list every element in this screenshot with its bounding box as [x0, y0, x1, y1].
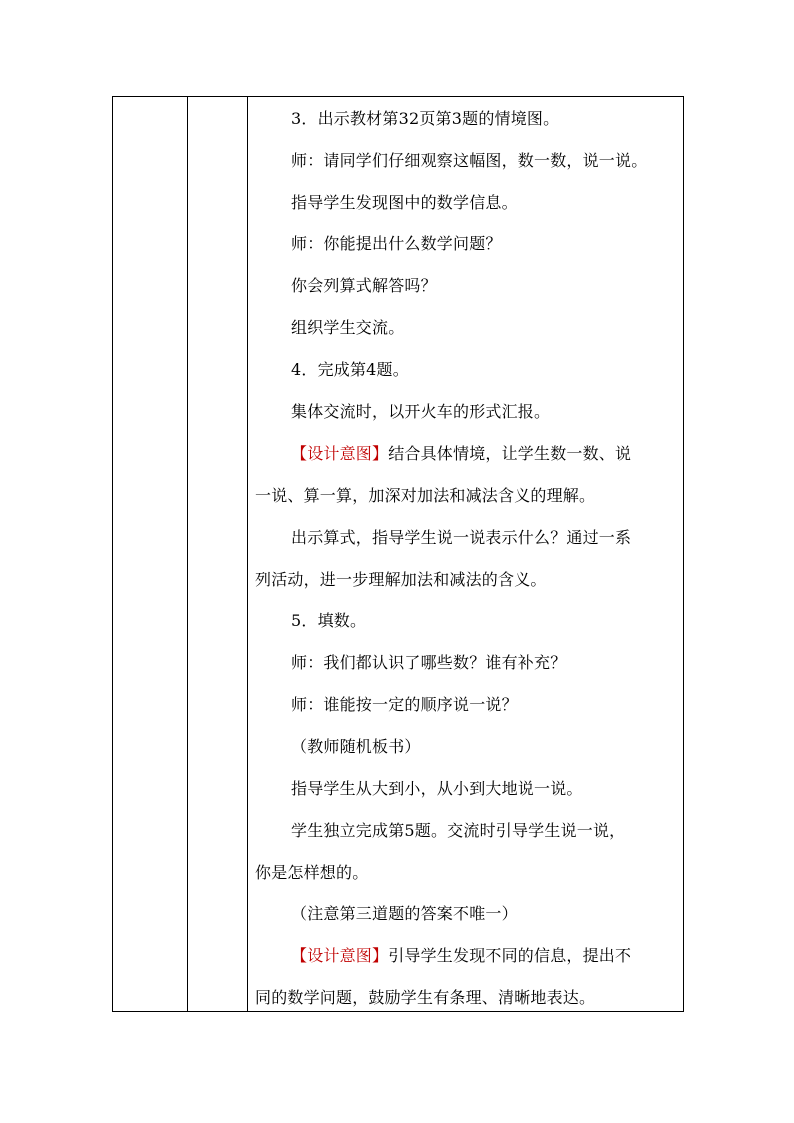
column-divider-2 [247, 97, 248, 1011]
design-intent-text: 引导学生发现不同的信息，提出不 [388, 946, 632, 965]
text-line: 你会列算式解答吗？ [291, 276, 437, 295]
design-intent-label: 【设计意图】 [291, 444, 389, 463]
text-line: 组织学生交流。 [291, 318, 405, 337]
text-line: 师：你能提出什么数学问题？ [291, 234, 502, 253]
design-intent-label: 【设计意图】 [291, 946, 389, 965]
text-line: 4．完成第4题。 [291, 360, 409, 379]
text-line: 出示算式，指导学生说一说表示什么？通过一系 [291, 528, 632, 547]
text-line: 师：我们都认识了哪些数？谁有补充？ [291, 653, 567, 672]
text-line: 指导学生发现图中的数学信息。 [291, 193, 518, 212]
text-line: 3．出示教材第32页第3题的情境图。 [291, 109, 560, 128]
text-line: 指导学生从大到小，从小到大地说一说。 [291, 779, 583, 798]
text-line: 学生独立完成第5题。交流时引导学生说一说， [291, 821, 626, 840]
text-line: （教师随机板书） [291, 737, 421, 756]
lesson-table [112, 96, 684, 1012]
text-line: （注意第三道题的答案不唯一） [291, 904, 518, 923]
design-intent-line [291, 443, 631, 465]
text-line: 你是怎样想的。 [255, 863, 369, 882]
text-line: 一说、算一算，加深对加法和减法含义的理解。 [255, 486, 596, 505]
column-divider-1 [187, 97, 188, 1011]
text-line: 师：谁能按一定的顺序说一说？ [291, 695, 518, 714]
text-line: 同的数学问题，鼓励学生有条理、清晰地表达。 [255, 988, 596, 1007]
design-intent-text: 结合具体情境，让学生数一数、说 [388, 444, 632, 463]
text-line: 师：请同学们仔细观察这幅图，数一数，说一说。 [291, 151, 648, 170]
text-line: 5．填数。 [291, 611, 367, 630]
text-line: 列活动，进一步理解加法和减法的含义。 [255, 570, 547, 589]
design-intent-line [291, 945, 631, 967]
text-line: 集体交流时，以开火车的形式汇报。 [291, 402, 551, 421]
